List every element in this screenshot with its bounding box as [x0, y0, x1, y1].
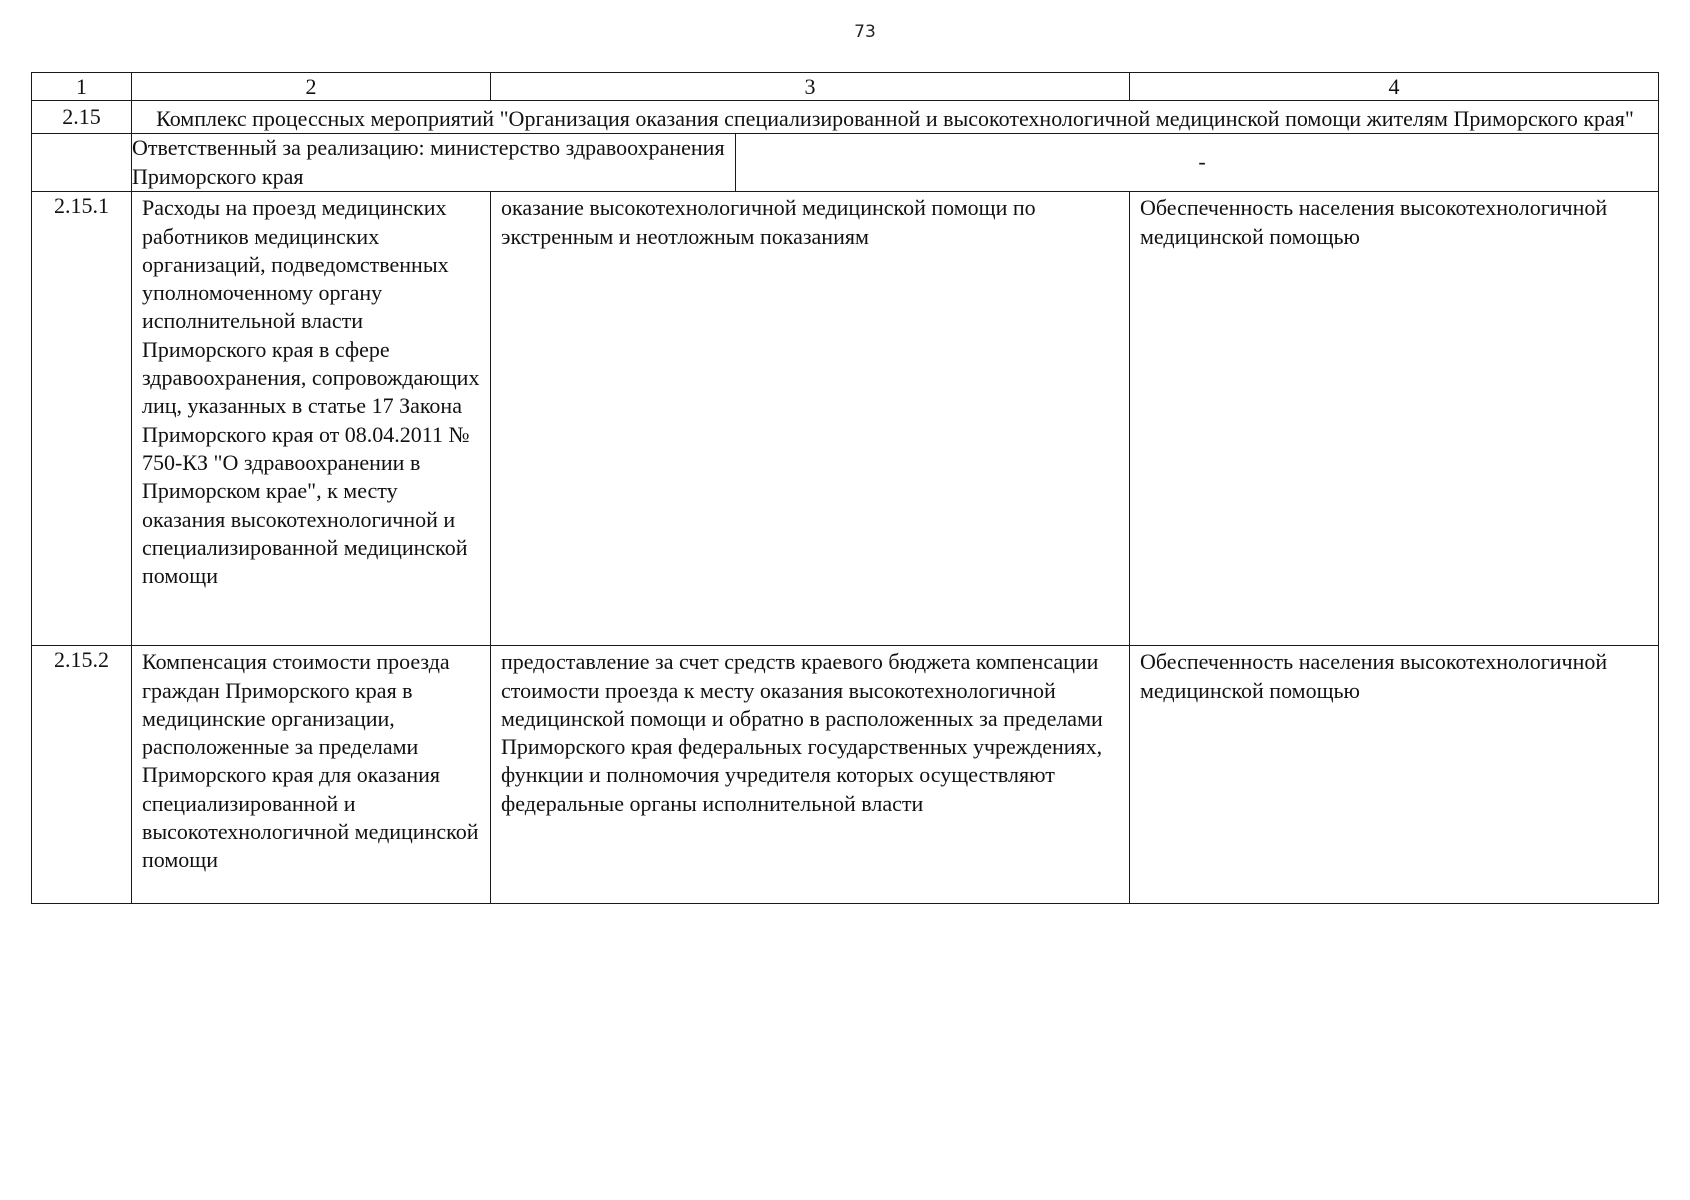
row-number: 2.15.1	[32, 192, 132, 646]
measure-indicator: Обеспеченность населения высокотехнологичной медицинской помощью	[1130, 192, 1659, 646]
responsible-label: Ответственный за реализацию: министерство здравоохранения Приморского края	[122, 134, 736, 191]
row-number: 2.15.2	[32, 646, 132, 904]
responsible-empty-cell	[32, 134, 132, 192]
column-number: 4	[1130, 73, 1659, 101]
column-number: 1	[32, 73, 132, 101]
column-number: 3	[491, 73, 1130, 101]
column-number-row	[32, 73, 1659, 101]
responsible-cell	[132, 134, 1659, 192]
measure-indicator: Обеспеченность населения высокотехнологичной медицинской помощью	[1130, 646, 1659, 904]
table-row	[32, 192, 1659, 646]
column-number: 2	[132, 73, 491, 101]
responsible-value: -	[1198, 149, 1206, 175]
measure-description: оказание высокотехнологичной медицинской помощи по экстренным и неотложным показаниям	[491, 192, 1130, 646]
table-row	[32, 646, 1659, 904]
responsible-row	[32, 134, 1659, 192]
measure-name: Расходы на проезд медицинских работников медицинских организаций, подведомственных уполномоченному органу исполнительной власти Приморского края в сфере здравоохранения, сопровождающих лиц, указанных в статье 17 Закона Приморского края от 08.04.2011 № 750-КЗ "О здравоохранении в Приморском крае", к месту оказания высокотехнологичной и специализированной медицинской помощи	[132, 192, 491, 646]
measure-description: предоставление за счет средств краевого бюджета компенсации стоимости проезда к месту оказания высокотехнологичной медицинской помощи и обратно в расположенных за пределами Приморского края федеральных государственных учреждениях, функции и полномочия учредителя которых осуществляют федеральные органы исполнительной власти	[491, 646, 1130, 904]
section-number: 2.15	[32, 101, 132, 134]
page-number: 73	[854, 22, 876, 42]
measure-name: Компенсация стоимости проезда граждан Приморского края в медицинские организации, расположенные за пределами Приморского края для оказания специализированной и высокотехнологичной медицинской помощи	[132, 646, 491, 904]
section-row	[32, 101, 1659, 134]
measures-table	[31, 72, 1659, 904]
section-title: Комплекс процессных мероприятий "Организация оказания специализированной и высокотехнологичной медицинской помощи жителям Приморского края"	[132, 101, 1659, 134]
